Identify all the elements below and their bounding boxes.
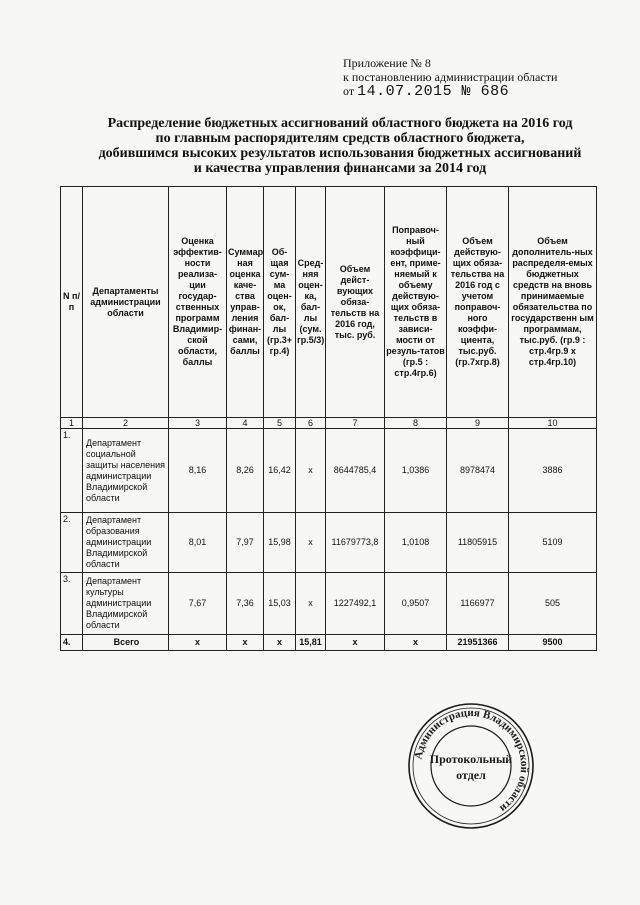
department-name: Департамент социальной защиты населения администрации Владимирской области	[83, 429, 169, 513]
table-cell: х	[326, 635, 385, 651]
header-cell: Объем дейст-вующих обяза-тельств на 2016 год, тыс. руб.	[326, 187, 385, 418]
title-line-1: Распределение бюджетных ассигнований областного бюджета на 2016 год	[107, 116, 573, 131]
row-number: 1.	[61, 429, 83, 513]
table-cell: 8,16	[169, 429, 227, 513]
table-cell: 1166977	[447, 573, 509, 635]
document-title	[60, 116, 620, 176]
table-cell: 1,0108	[385, 513, 447, 573]
table-cell: 7,67	[169, 573, 227, 635]
column-number: 6	[296, 418, 326, 429]
department-name: Департамент образования администрации Владимирской области	[83, 513, 169, 573]
appendix-header	[343, 56, 557, 99]
appendix-line-1: Приложение № 8	[343, 56, 431, 70]
table-cell: 7,97	[227, 513, 264, 573]
table-cell: 8,26	[227, 429, 264, 513]
header-cell: Об-щая сум-ма оцен-ок, бал-лы (гр.3+ гр.4)	[264, 187, 296, 418]
header-cell: Суммар ная оценка каче-ства управ-ления финан-сами, баллы	[227, 187, 264, 418]
table-cell: 0,9507	[385, 573, 447, 635]
total-label: Всего	[83, 635, 169, 651]
table-cell: х	[385, 635, 447, 651]
row-number: 2.	[61, 513, 83, 573]
header-cell: Поправоч-ный коэффици-ент, приме-няемый к объему действую-щих обяза-тельств в зависи-мости от резуль-татов (гр.5 : стр.4гр.6)	[385, 187, 447, 418]
table-cell: 9500	[509, 635, 597, 651]
header-cell: Сред-няя оцен-ка, бал-лы (сум. гр.5/3)	[296, 187, 326, 418]
table-cell: 5109	[509, 513, 597, 573]
appendix-line-2: к постановлению администрации области	[343, 70, 558, 84]
table-cell: 11679773,8	[326, 513, 385, 573]
table-row	[61, 573, 597, 635]
table-cell: 16,42	[264, 429, 296, 513]
table-cell: 11805915	[447, 513, 509, 573]
appendix-date-line	[343, 84, 557, 99]
column-number: 10	[509, 418, 597, 429]
stamp-center-line-1: Протокольный	[429, 752, 513, 766]
round-stamp	[405, 700, 537, 832]
stamp-outer-ring	[409, 704, 533, 828]
table-cell: 21951366	[447, 635, 509, 651]
table-row	[61, 429, 597, 513]
column-number: 9	[447, 418, 509, 429]
appendix-date-number: 14.07.2015 № 686	[357, 83, 510, 100]
table-cell: 15,98	[264, 513, 296, 573]
budget-table	[60, 186, 597, 651]
header-cell: Департаменты администрации области	[83, 187, 169, 418]
column-number-row	[61, 418, 597, 429]
column-number: 5	[264, 418, 296, 429]
table-cell: 505	[509, 573, 597, 635]
table-cell: х	[296, 429, 326, 513]
table-header-row	[61, 187, 597, 418]
table-cell: 8644785,4	[326, 429, 385, 513]
column-number: 4	[227, 418, 264, 429]
department-name: Департамент культуры администрации Владимирской области	[83, 573, 169, 635]
header-cell: Объем дополнитель-ных распределя-емых бюджетных средств на вновь принимаемые обязательства по государственн ым программам, тыс.руб. (гр.9 : стр.4гр.9 х стр.4гр.10)	[509, 187, 597, 418]
column-number: 1	[61, 418, 83, 429]
title-line-3: добившимся высоких результатов использования бюджетных ассигнований	[98, 146, 582, 161]
table-cell: х	[169, 635, 227, 651]
table-cell: 1,0386	[385, 429, 447, 513]
table-row	[61, 513, 597, 573]
title-line-2: по главным распорядителям средств областного бюджета,	[155, 131, 525, 146]
table-cell: х	[264, 635, 296, 651]
table-cell: 7,36	[227, 573, 264, 635]
column-number: 3	[169, 418, 227, 429]
stamp-center-ring	[431, 726, 511, 806]
table-cell: 8978474	[447, 429, 509, 513]
table-cell: х	[296, 573, 326, 635]
stamp-ring-text: Администрация Владимирской области	[412, 706, 531, 815]
table-cell: 1227492,1	[326, 573, 385, 635]
header-cell: Объем действую-щих обяза-тельства на 2016 год с учетом поправоч-ного коэффи-циента, тыс.руб. (гр.7хгр.8)	[447, 187, 509, 418]
stamp-center-line-2: отдел	[456, 768, 486, 782]
appendix-date-prefix: от	[343, 84, 355, 98]
table-cell: 3886	[509, 429, 597, 513]
table-cell: х	[296, 513, 326, 573]
column-number: 8	[385, 418, 447, 429]
row-number: 4.	[61, 635, 83, 651]
table-cell: 15,03	[264, 573, 296, 635]
table-cell: х	[227, 635, 264, 651]
row-number: 3.	[61, 573, 83, 635]
table-cell: 8,01	[169, 513, 227, 573]
header-cell: N п/п	[61, 187, 83, 418]
header-cell: Оценка эффектив-ности реализа-ции государ-ственных программ Владимир-ской области, баллы	[169, 187, 227, 418]
table-cell: 15,81	[296, 635, 326, 651]
column-number: 7	[326, 418, 385, 429]
title-line-4: и качества управления финансами за 2014 год	[193, 161, 487, 176]
total-row	[61, 635, 597, 651]
column-number: 2	[83, 418, 169, 429]
